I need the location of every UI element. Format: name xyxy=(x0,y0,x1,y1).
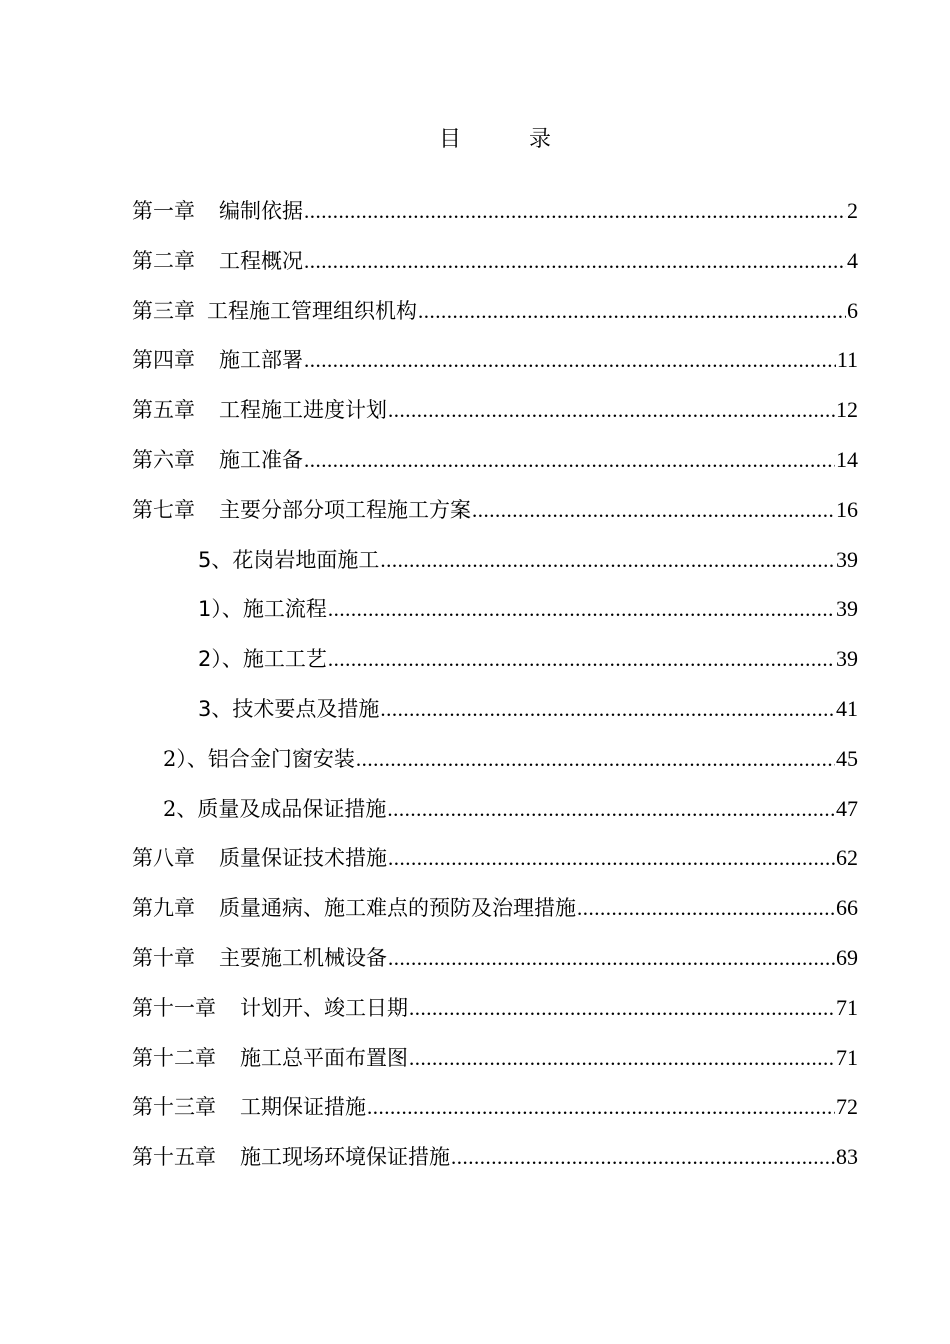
toc-entry-page: 39 xyxy=(836,646,858,672)
toc-title-char-1: 目 xyxy=(438,127,461,152)
toc-entry-chapter-9[interactable] xyxy=(132,892,858,942)
toc-leader-dots xyxy=(388,946,835,971)
toc-leader-dots xyxy=(472,498,835,523)
toc-leader-dots xyxy=(387,797,835,822)
toc-entry-page: 66 xyxy=(836,895,858,921)
toc-entry-number: 第十一章 xyxy=(132,995,216,1020)
toc-leader-dots xyxy=(328,597,835,622)
toc-leader-dots xyxy=(451,1145,835,1170)
toc-entry-title: 施工部署 xyxy=(219,348,303,373)
toc-entry-page: 12 xyxy=(836,397,858,423)
toc-entry-title: 施工准备 xyxy=(219,447,303,472)
toc-entry-title: 质量保证技术措施 xyxy=(219,846,387,871)
toc-leader-dots xyxy=(328,647,835,672)
toc-leader-dots xyxy=(304,348,836,373)
toc-entry-chapter-6[interactable] xyxy=(132,444,858,494)
toc-entry-page: 6 xyxy=(847,297,858,323)
toc-entry-title: 编制依据 xyxy=(219,199,303,223)
toc-leader-dots xyxy=(380,548,835,573)
toc-entry-title: 施工总平面布置图 xyxy=(240,1045,408,1070)
toc-entry-title: 工程施工进度计划 xyxy=(219,398,387,423)
toc-leader-dots xyxy=(304,199,846,224)
toc-entry-number: 第十二章 xyxy=(132,1045,216,1070)
toc-entry-chapter-2[interactable] xyxy=(132,245,858,295)
toc-entry-chapter-7[interactable] xyxy=(132,494,858,544)
toc-leader-dots xyxy=(304,249,846,274)
toc-entry-title: 施工现场环境保证措施 xyxy=(240,1145,450,1170)
toc-entry-number: 第九章 xyxy=(132,896,195,921)
toc-entry-chapter-13[interactable] xyxy=(132,1091,858,1141)
toc-entry-page: 45 xyxy=(836,745,858,771)
toc-entry-chapter-4[interactable] xyxy=(132,344,858,394)
toc-entry-chapter-15[interactable] xyxy=(132,1141,858,1191)
toc-entry-chapter-12[interactable] xyxy=(132,1042,858,1092)
toc-entry-number: 第四章 xyxy=(132,348,195,373)
toc-entry-sub-aluminum-windows[interactable] xyxy=(132,743,858,793)
toc-entry-number: 第十三章 xyxy=(132,1095,216,1120)
toc-entry-number: 第二章 xyxy=(132,248,195,273)
toc-entry-page: 39 xyxy=(836,546,858,572)
toc-entry-page: 69 xyxy=(836,944,858,970)
toc-entry-title: 工程概况 xyxy=(219,248,303,273)
toc-entry-number: 第十章 xyxy=(132,945,195,970)
toc-leader-dots xyxy=(409,996,835,1021)
toc-entry-title: 工期保证措施 xyxy=(240,1095,366,1120)
toc-entry-title: 2、质量及成品保证措施 xyxy=(163,796,387,821)
toc-entry-number: 第七章 xyxy=(132,497,195,522)
toc-entry-title: 3、技术要点及措施 xyxy=(198,696,380,721)
toc-entry-page: 62 xyxy=(836,845,858,871)
toc-leader-dots xyxy=(409,1046,835,1071)
toc-entry-chapter-1[interactable] xyxy=(132,195,858,245)
toc-leader-dots xyxy=(388,398,835,423)
toc-entry-title: 工程施工管理组织机构 xyxy=(207,298,417,323)
toc-entry-title: 2）、铝合金门窗安装 xyxy=(163,746,355,771)
toc-entry-chapter-5[interactable] xyxy=(132,394,858,444)
toc-entry-sub-process-flow[interactable] xyxy=(132,593,858,643)
toc-entry-page: 83 xyxy=(836,1144,858,1170)
toc-entry-sub-granite[interactable] xyxy=(132,544,858,594)
toc-entry-number: 第三章 xyxy=(132,298,195,323)
toc-entry-title: 1）、施工流程 xyxy=(198,597,327,622)
toc-leader-dots xyxy=(388,846,835,871)
toc-leader-dots xyxy=(380,697,835,722)
toc-entry-number: 第一章 xyxy=(132,199,195,223)
toc-entry-page: 39 xyxy=(836,596,858,622)
toc-entry-page: 16 xyxy=(836,496,858,522)
toc-entry-sub-quality-measures[interactable] xyxy=(132,793,858,843)
toc-entry-title: 质量通病、施工难点的预防及治理措施 xyxy=(219,896,576,921)
toc-entry-number: 第六章 xyxy=(132,447,195,472)
toc-title-char-2: 录 xyxy=(529,127,552,152)
toc-entry-title: 主要施工机械设备 xyxy=(219,945,387,970)
toc-entry-title: 计划开、竣工日期 xyxy=(240,995,408,1020)
toc-entry-page: 14 xyxy=(836,446,858,472)
toc-entry-page: 2 xyxy=(847,198,858,223)
toc-entry-page: 4 xyxy=(847,247,858,273)
toc-entry-number: 第十五章 xyxy=(132,1145,216,1170)
toc-entry-number: 第五章 xyxy=(132,398,195,423)
toc-entry-page: 71 xyxy=(836,994,858,1020)
toc-entry-title: 2）、施工工艺 xyxy=(198,647,327,672)
toc-entry-page: 47 xyxy=(836,795,858,821)
toc-leader-dots xyxy=(577,896,835,921)
toc-entry-sub-technical-points[interactable] xyxy=(132,693,858,743)
toc-entry-chapter-3[interactable] xyxy=(132,295,858,345)
toc-entry-chapter-10[interactable] xyxy=(132,942,858,992)
toc-entry-page: 11 xyxy=(836,347,858,373)
toc-entry-chapter-11[interactable] xyxy=(132,992,858,1042)
toc-entry-page: 72 xyxy=(836,1094,858,1120)
toc-leader-dots xyxy=(367,1095,835,1120)
toc-entry-title: 5、花岗岩地面施工 xyxy=(198,547,380,572)
toc-leader-dots xyxy=(304,448,835,473)
toc-entry-number: 第八章 xyxy=(132,846,195,871)
toc-entry-sub-process-technique[interactable] xyxy=(132,643,858,693)
toc-leader-dots xyxy=(356,747,835,772)
toc-entry-page: 71 xyxy=(836,1044,858,1070)
toc-entry-page: 41 xyxy=(836,695,858,721)
toc-entry-chapter-8[interactable] xyxy=(132,842,858,892)
toc-leader-dots xyxy=(418,299,846,324)
toc-entry-title: 主要分部分项工程施工方案 xyxy=(219,497,471,522)
toc-title xyxy=(0,122,950,153)
toc-list xyxy=(132,195,858,1191)
